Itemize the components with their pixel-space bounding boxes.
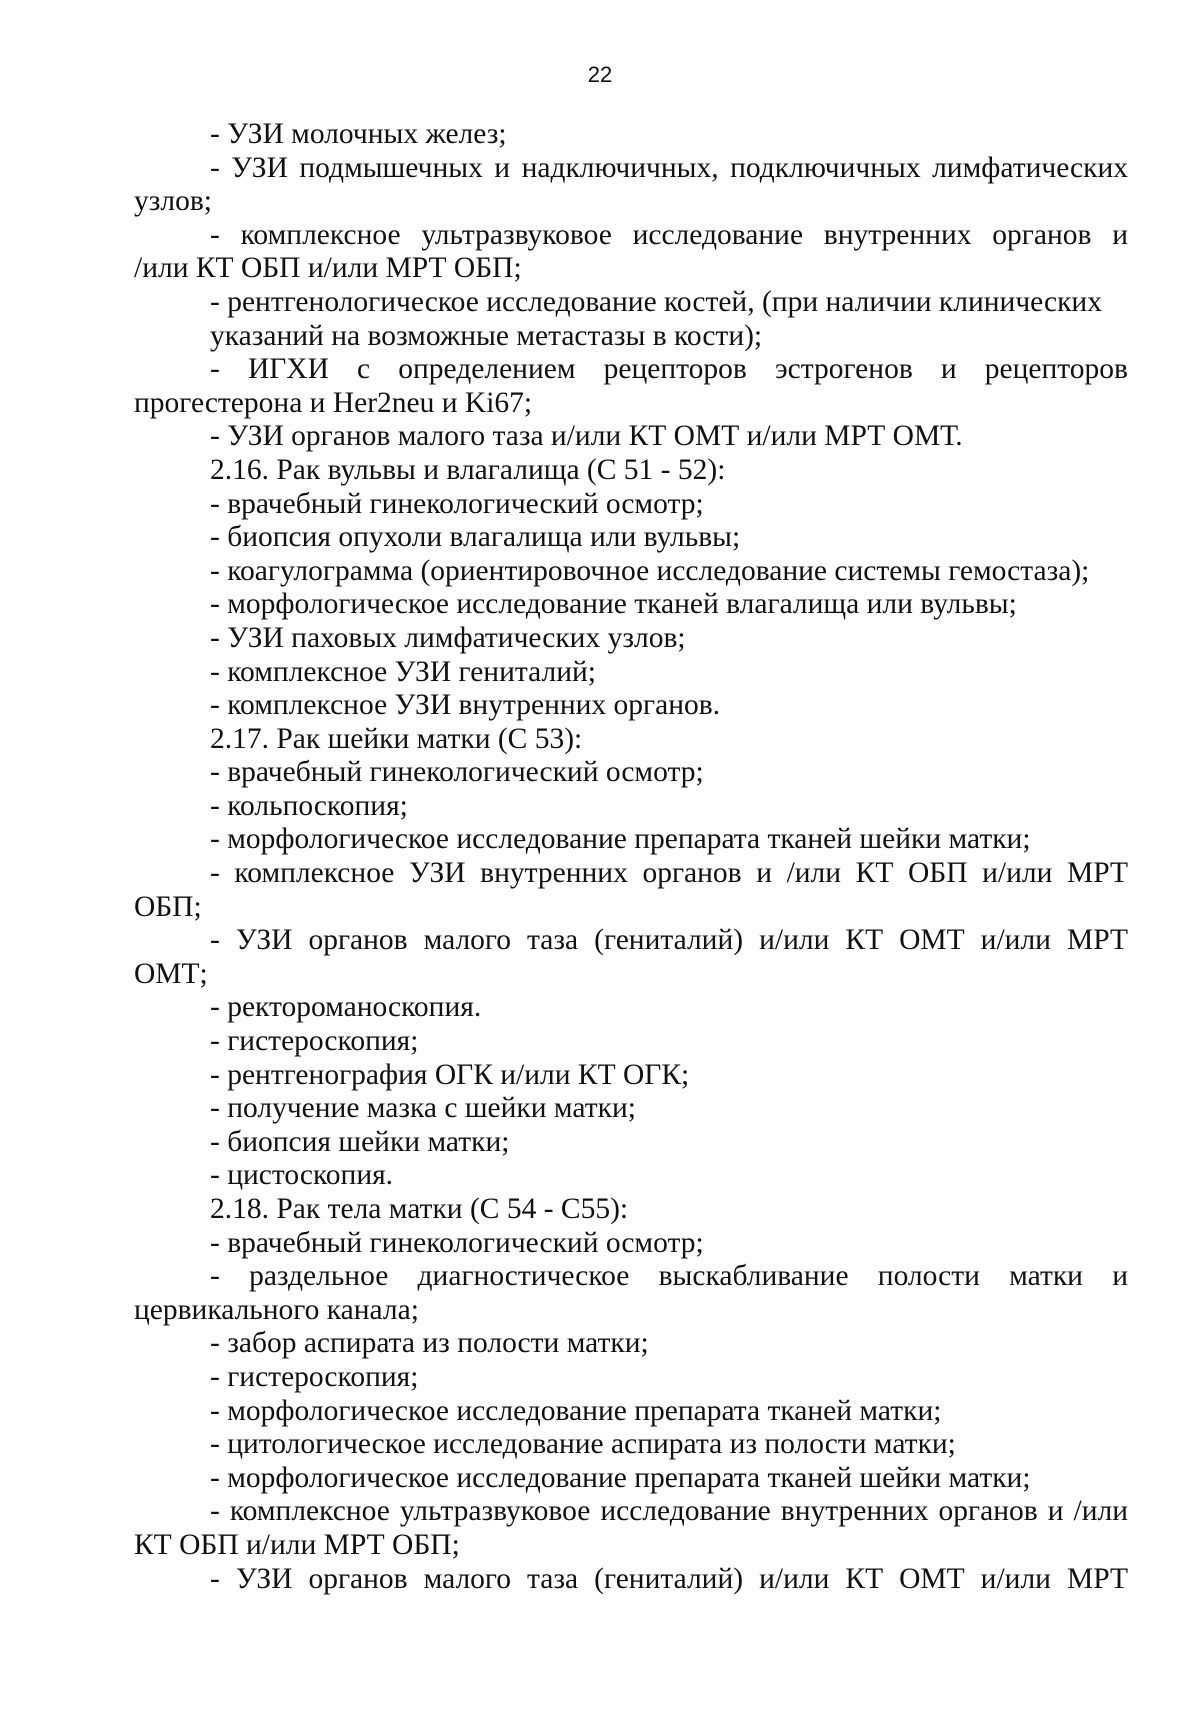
section-heading: 2.18. Рак тела матки (С 54 - С55): bbox=[210, 1193, 629, 1225]
text-line: указаний на возможные метастазы в кости); bbox=[210, 319, 763, 352]
text-line: - биопсия опухоли влагалища или вульвы; bbox=[210, 521, 741, 554]
text-line: - комплексное ультразвуковое исследование внутренних органов и bbox=[210, 218, 1128, 251]
text-line: - УЗИ органов малого таза (гениталий) и/или КТ ОМТ и/или МРТ bbox=[210, 1562, 1128, 1595]
text-line: - морфологическое исследование препарата тканей шейки матки; bbox=[210, 823, 1031, 856]
text-line: - комплексное УЗИ внутренних органов. bbox=[210, 689, 721, 722]
text-line: - врачебный гинекологический осмотр; bbox=[210, 1226, 704, 1259]
text-line: - морфологическое исследование препарата тканей матки; bbox=[210, 1394, 942, 1427]
text-line: - раздельное диагностическое выскабливание полости матки и bbox=[210, 1260, 1128, 1293]
text-line: - УЗИ паховых лимфатических узлов; bbox=[210, 621, 686, 654]
text-line: - УЗИ органов малого таза (гениталий) и/или КТ ОМТ и/или МРТ bbox=[210, 924, 1128, 957]
text-line: - морфологическое исследование тканей влагалища или вульвы; bbox=[210, 588, 1017, 621]
text-line: /или КТ ОБП и/или МРТ ОБП; bbox=[134, 252, 522, 285]
text-line: - рентгенологическое исследование костей, (при наличии клинических bbox=[210, 285, 1102, 318]
text-line: - коагулограмма (ориентировочное исследование системы гемостаза); bbox=[210, 554, 1090, 587]
text-line: - цитологическое исследование аспирата из полости матки; bbox=[210, 1428, 956, 1461]
text-line: - забор аспирата из полости матки; bbox=[210, 1327, 649, 1360]
text-line: - получение мазка с шейки матки; bbox=[210, 1092, 636, 1125]
page-number: 22 bbox=[587, 62, 613, 87]
text-line: - комплексное УЗИ внутренних органов и /или КТ ОБП и/или МРТ bbox=[210, 857, 1128, 890]
text-line: - кольпоскопия; bbox=[210, 789, 408, 822]
text-line: КТ ОБП и/или МРТ ОБП; bbox=[134, 1528, 460, 1561]
text-line: - УЗИ органов малого таза и/или КТ ОМТ и/или МРТ ОМТ. bbox=[210, 420, 963, 453]
document-body bbox=[134, 118, 1128, 1596]
section-heading: 2.17. Рак шейки матки (С 53): bbox=[210, 722, 583, 755]
text-line: цервикального канала; bbox=[134, 1293, 419, 1326]
section-heading: 2.16. Рак вульвы и влагалища (С 51 - 52): bbox=[210, 453, 726, 486]
text-line: - морфологическое исследование препарата тканей шейки матки; bbox=[210, 1461, 1031, 1494]
text-line: - УЗИ подмышечных и надключичных, подключичных лимфатических bbox=[210, 151, 1128, 184]
text-line: - УЗИ молочных желез; bbox=[210, 118, 507, 150]
text-line: - ректороманоскопия. bbox=[210, 991, 482, 1024]
text-line: ОМТ; bbox=[134, 957, 208, 990]
text-line: прогестерона и Her2neu и Ki67; bbox=[134, 386, 533, 419]
text-line: - цистоскопия. bbox=[210, 1159, 394, 1192]
text-line: - врачебный гинекологический осмотр; bbox=[210, 487, 704, 520]
text-line: - рентгенография ОГК и/или КТ ОГК; bbox=[210, 1058, 690, 1091]
text-line: узлов; bbox=[134, 185, 212, 218]
text-line: ОБП; bbox=[134, 890, 202, 923]
text-line: - гистероскопия; bbox=[210, 1025, 419, 1058]
text-line: - комплексное УЗИ гениталий; bbox=[210, 655, 596, 688]
text-line: - врачебный гинекологический осмотр; bbox=[210, 756, 704, 789]
text-line: - биопсия шейки матки; bbox=[210, 1125, 510, 1158]
text-line: - ИГХИ с определением рецепторов эстрогенов и рецепторов bbox=[210, 353, 1128, 386]
text-line: - комплексное ультразвуковое исследование внутренних органов и /или bbox=[210, 1495, 1128, 1528]
text-line: - гистероскопия; bbox=[210, 1360, 419, 1393]
